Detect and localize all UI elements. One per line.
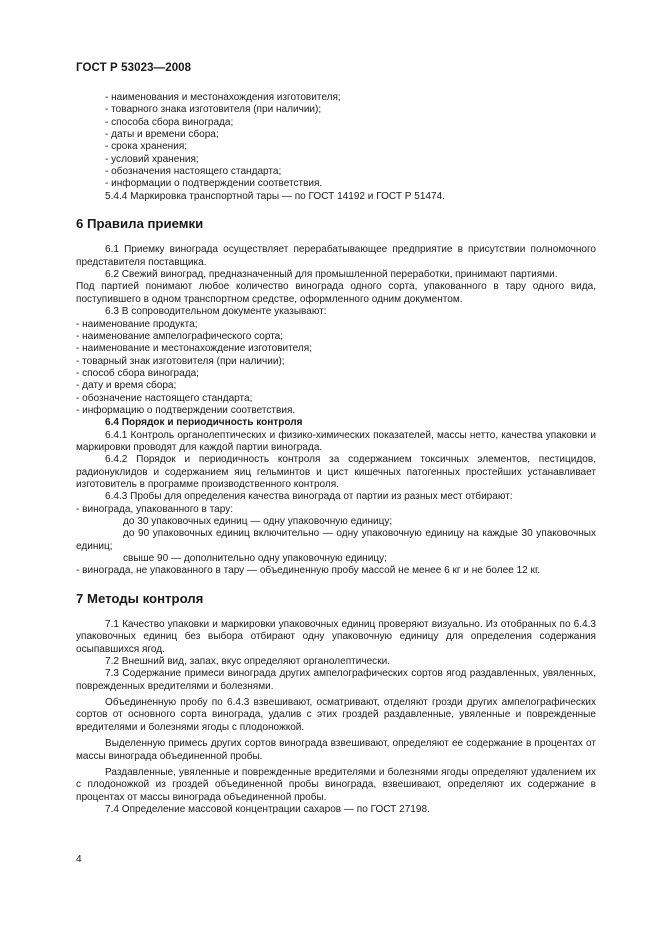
- list-item: - срока хранения;: [105, 141, 188, 153]
- list-item: - наименование и местонахождение изготовителя;: [76, 343, 312, 355]
- clause-6-3: 6.3 В сопроводительном документе указывают:: [105, 306, 327, 318]
- list-item: - наименование продукта;: [76, 318, 198, 330]
- clause-7-3-paragraph-2: Объединенную пробу по 6.4.3 взвешивают, осматривают, отделяют грозди других ампелографических сортов от основного сорта винограда, удалив с этих гроздей раздавленные, увяленные и поврежденные вредителями и болезнями ягоды с плодоножкой.: [76, 697, 596, 733]
- list-item: - наименование ампелографического сорта;: [76, 330, 284, 342]
- page-header: ГОСТ Р 53023—2008: [76, 62, 192, 74]
- clause-7-1: 7.1 Качество упаковки и маркировки упаковочных единиц проверяют визуально. Из отобранных по 6.4.3 упаковочных единиц без выбора отбирают одну упаковочную единицу для определения содержания осыпавшихся ягод.: [76, 619, 596, 655]
- list-item: - способ сбора винограда;: [76, 367, 199, 379]
- page-number: 4: [76, 854, 82, 865]
- list-accompanying-document: [76, 319, 596, 418]
- clause-7-2: 7.2 Внешний вид, запах, вкус определяют органолептически.: [105, 656, 390, 668]
- sampling-rule-30: до 30 упаковочных единиц — одну упаковочную единицу;: [123, 516, 393, 527]
- list-item: - дату и время сбора;: [76, 380, 177, 392]
- list-item: - товарный знак изготовителя (при наличии);: [76, 355, 285, 367]
- document-body: [76, 92, 596, 816]
- clause-6-1: 6.1 Приемку винограда осуществляет перерабатывающее предприятие в присутствии полномочного представителя поставщика.: [76, 244, 596, 268]
- list-item: - обозначения настоящего стандарта;: [105, 166, 282, 178]
- sampling-rule-90: до 90 упаковочных единиц включительно — одну упаковочную единицу на каждые 30 упаковочных единиц;: [76, 528, 596, 552]
- list-item: - даты и времени сбора;: [105, 129, 219, 141]
- clause-7-3-paragraph-3: Выделенную примесь других сортов винограда взвешивают, определяют ее содержание в процентах от массы винограда объединенной пробы.: [76, 738, 596, 762]
- list-item: - наименования и местонахождения изготовителя;: [105, 92, 341, 103]
- clause-7-4: 7.4 Определение массовой концентрации сахаров — по ГОСТ 27198.: [105, 803, 430, 815]
- clause-6-4-3: 6.4.3 Пробы для определения качества винограда от партии из разных мест отбирают:: [105, 491, 513, 503]
- list-item: - информации о подтверждении соответствия.: [105, 178, 323, 190]
- sampling-packed: - винограда, упакованного в тару:: [76, 503, 234, 515]
- list-item: - обозначение настоящего стандарта;: [76, 392, 253, 404]
- clause-6-2: 6.2 Свежий виноград, предназначенный для промышленной переработки, принимают партиями.: [105, 269, 558, 281]
- section-heading-6: 6 Правила приемки: [76, 216, 204, 232]
- clause-6-4-1: 6.4.1 Контроль органолептических и физико-химических показателей, массы нетто, качества упаковки и маркировки проводят для каждой партии винограда.: [76, 429, 596, 453]
- list-item: - способа сбора винограда;: [105, 116, 234, 128]
- section-heading-7: 7 Методы контроля: [76, 590, 204, 606]
- subsection-heading-6-4: 6.4 Порядок и периодичность контроля: [105, 417, 303, 429]
- list-item: - условий хранения;: [105, 153, 199, 165]
- clause-7-3-paragraph-4: Раздавленные, увяленные и поврежденные вредителями и болезнями ягоды определяют удалением их с плодоножкой из гроздей объединенной пробы винограда, взвешивают, определяют их содержание в процентах от массы винограда объединенной пробы.: [76, 766, 596, 803]
- sampling-unpacked: - винограда, не упакованного в тару — объединенную пробу массой не менее 6 кг и не более 12 кг.: [76, 565, 541, 577]
- list-item: - информацию о подтверждении соответствия.: [76, 404, 296, 416]
- clause-6-2-continued: Под партией понимают любое количество винограда одного сорта, упакованного в тару одного вида, поступившего в одном транспортном средстве, оформленного одним документом.: [76, 281, 596, 305]
- clause-6-4-2: 6.4.2 Порядок и периодичность контроля за содержанием токсичных элементов, пестицидов, радионуклидов и содержанием яиц гельминтов и цист кишечных патогенных простейших устанавливает изготовитель в программе производственного контроля.: [76, 454, 596, 490]
- clause-5-4-4: 5.4.4 Маркировка транспортной тары — по ГОСТ 14192 и ГОСТ Р 51474.: [105, 190, 445, 202]
- clause-7-3: 7.3 Содержание примеси винограда других ампелографических сортов ягод раздавленных, увяленных, поврежденных вредителями и болезнями.: [76, 668, 596, 692]
- list-item: - товарного знака изготовителя (при наличии);: [105, 104, 322, 116]
- sampling-rule-over-90: свыше 90 — дополнительно одну упаковочную единицу;: [123, 553, 387, 565]
- list-marking: [76, 92, 596, 191]
